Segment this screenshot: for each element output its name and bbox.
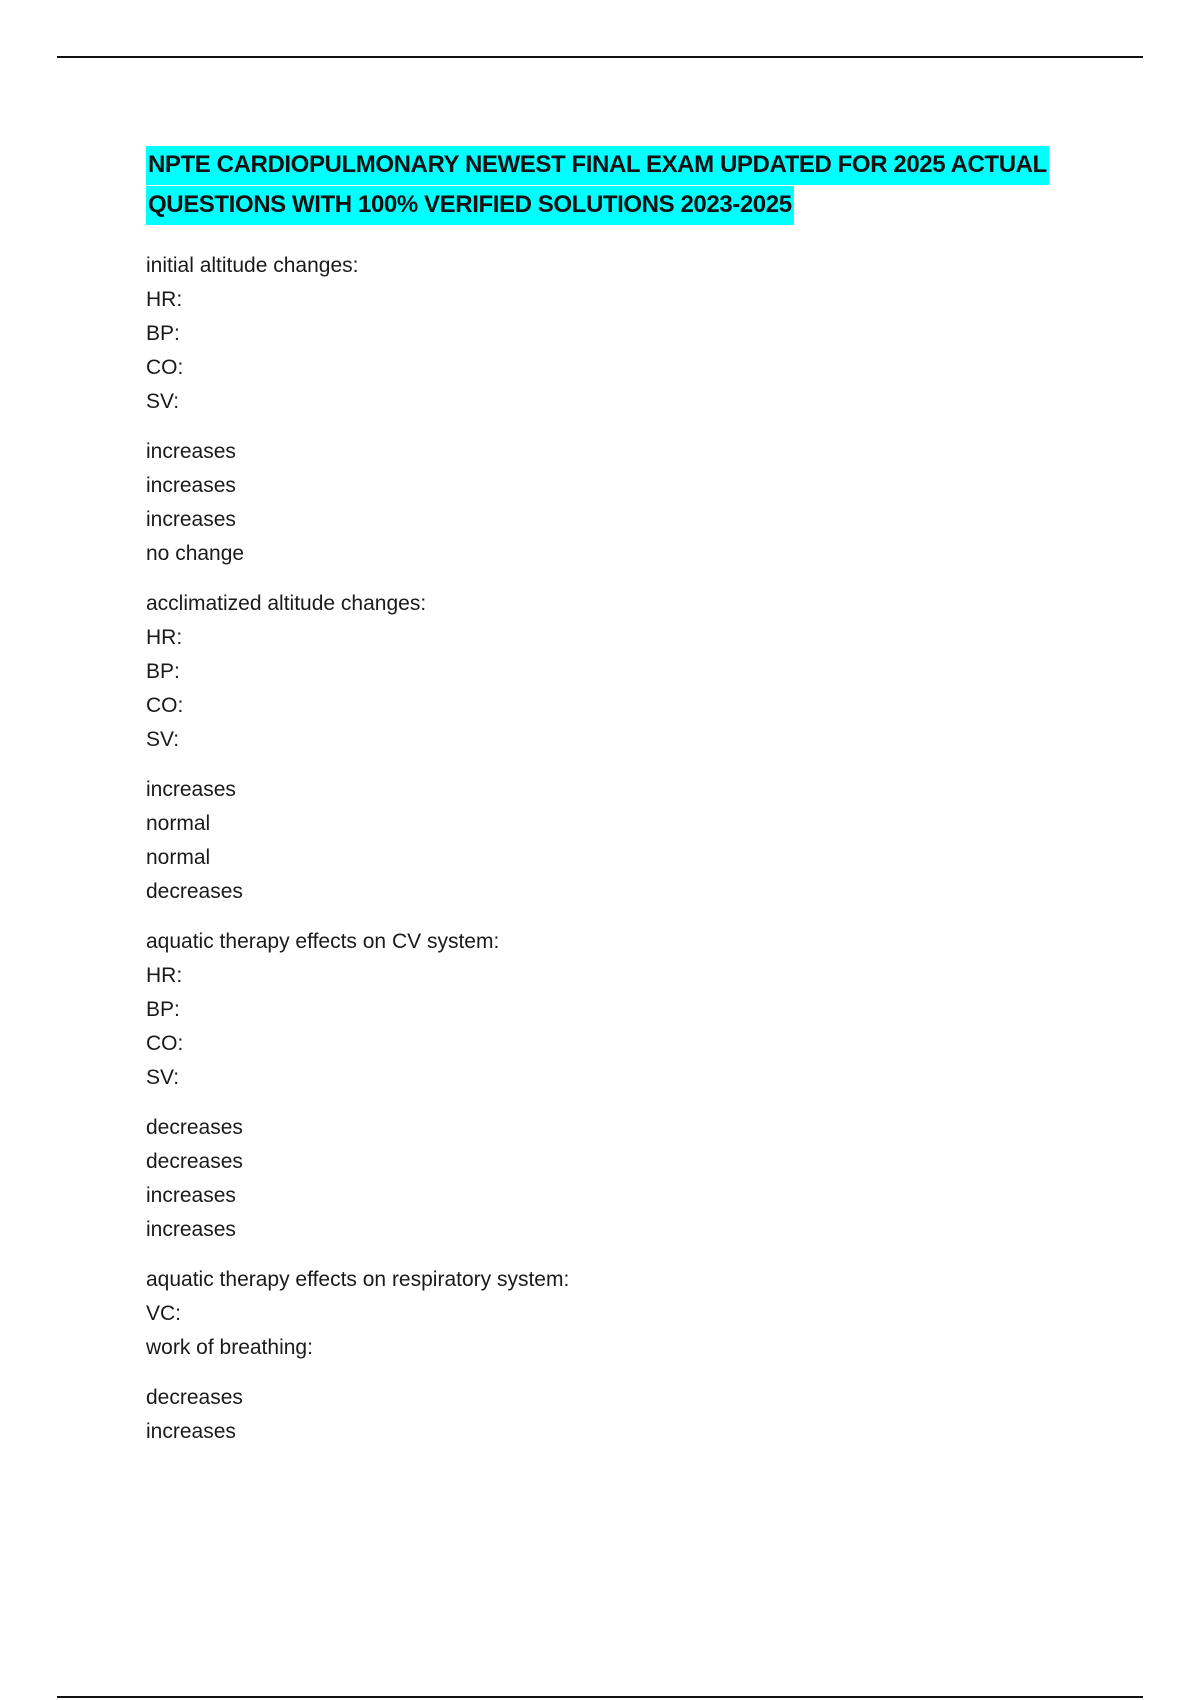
answer-item: normal <box>146 812 211 835</box>
question-item: SV: <box>146 390 180 413</box>
question-text: aquatic therapy effects on CV system: <box>146 930 500 953</box>
answer-acclimatized-altitude <box>146 773 1086 909</box>
title-highlight: NPTE CARDIOPULMONARY NEWEST FINAL EXAM UPDATED FOR 2025 ACTUAL <box>146 146 1049 185</box>
answer-item: decreases <box>146 1386 243 1409</box>
header-rule <box>57 56 1143 58</box>
question-text: initial altitude changes: <box>146 254 359 277</box>
question-item: CO: <box>146 1032 184 1055</box>
answer-item: normal <box>146 846 211 869</box>
answer-item: no change <box>146 542 245 565</box>
answer-aquatic-respiratory <box>146 1381 1086 1449</box>
answer-item: increases <box>146 474 236 497</box>
answer-item: increases <box>146 440 236 463</box>
answer-item: decreases <box>146 880 243 903</box>
title-highlight: QUESTIONS WITH 100% VERIFIED SOLUTIONS 2023-2025 <box>146 186 794 225</box>
question-item: BP: <box>146 660 180 683</box>
question-item: HR: <box>146 626 183 649</box>
question-initial-altitude <box>146 249 1086 419</box>
answer-item: decreases <box>146 1116 243 1139</box>
title-line <box>146 145 1086 185</box>
answer-aquatic-cv <box>146 1111 1086 1247</box>
title-line <box>146 185 1086 225</box>
question-item: CO: <box>146 694 184 717</box>
question-item: SV: <box>146 728 180 751</box>
answer-item: increases <box>146 1218 236 1241</box>
question-item: BP: <box>146 998 180 1021</box>
question-item: SV: <box>146 1066 180 1089</box>
question-item: BP: <box>146 322 180 345</box>
question-item: HR: <box>146 964 183 987</box>
question-aquatic-respiratory <box>146 1263 1086 1365</box>
document-body <box>146 145 1086 1465</box>
answer-item: increases <box>146 1184 236 1207</box>
answer-item: increases <box>146 1420 236 1443</box>
document-title <box>146 145 1086 225</box>
answer-item: increases <box>146 778 236 801</box>
answer-item: increases <box>146 508 236 531</box>
answer-item: decreases <box>146 1150 243 1173</box>
question-text: aquatic therapy effects on respiratory system: <box>146 1268 570 1291</box>
question-aquatic-cv <box>146 925 1086 1095</box>
question-item: work of breathing: <box>146 1336 313 1359</box>
question-item: CO: <box>146 356 184 379</box>
question-item: VC: <box>146 1302 182 1325</box>
answer-initial-altitude <box>146 435 1086 571</box>
question-item: HR: <box>146 288 183 311</box>
question-acclimatized-altitude <box>146 587 1086 757</box>
footer-rule <box>57 1696 1143 1698</box>
question-text: acclimatized altitude changes: <box>146 592 427 615</box>
